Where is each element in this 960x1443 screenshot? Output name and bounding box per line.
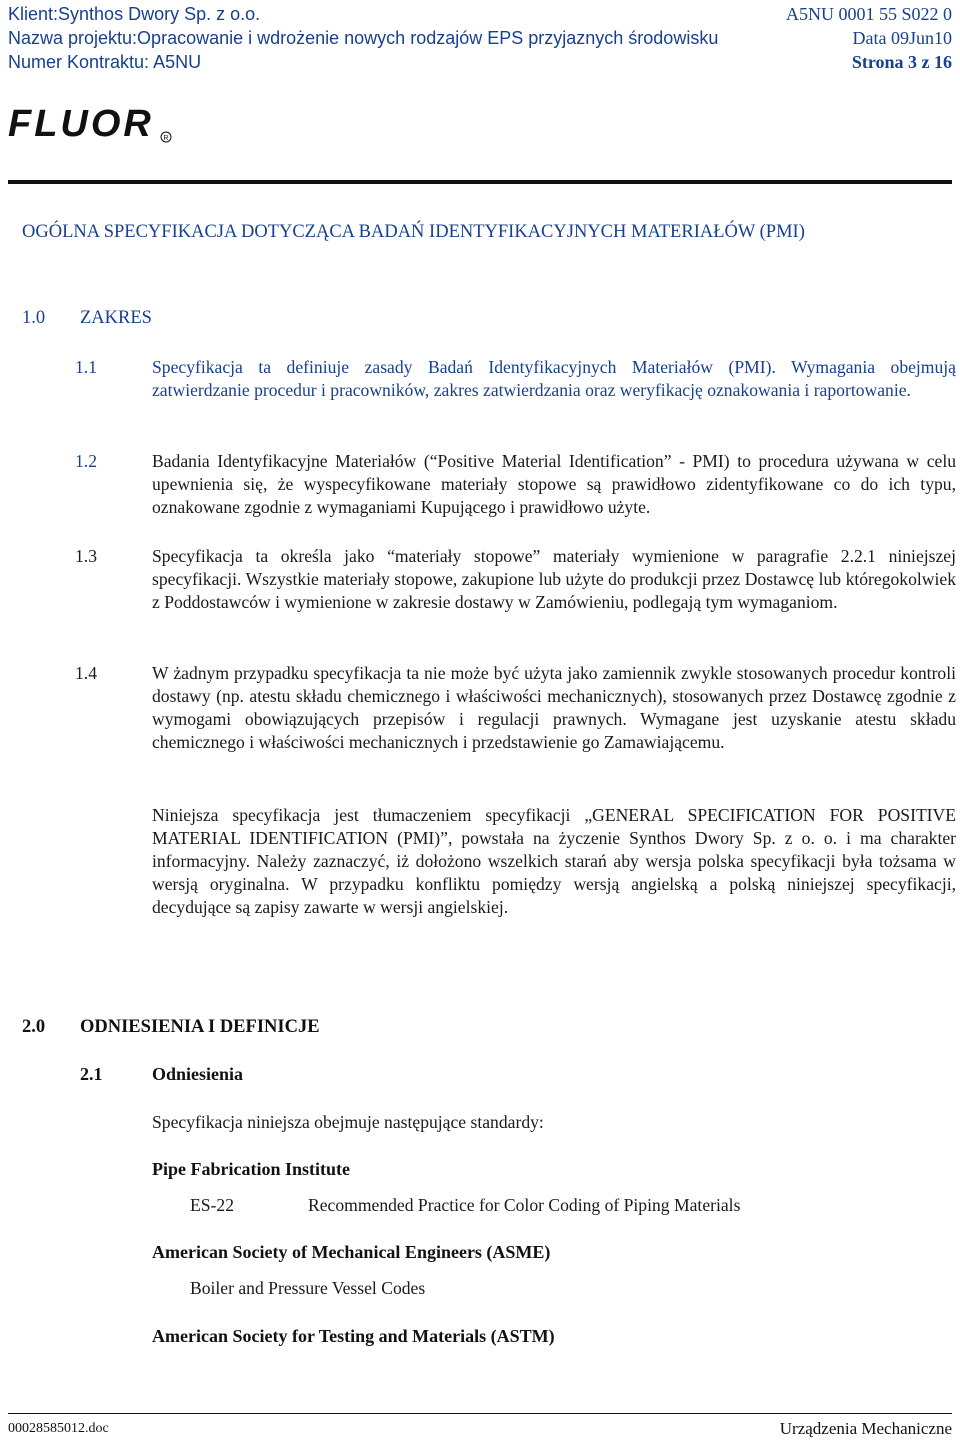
standard-org-asme: American Society of Mechanical Engineers (ASME) [152,1242,551,1262]
para-1-4: W żadnym przypadku specyfikacja ta nie może być użyta jako zamiennik zwykle stosowanych procedur kontroli dostawy (np. atestu składu chemicznego i właściwości mechanicznych), stosowanych przez Dostawcę zgodnie z wymogami obowiązujących przepisów i regulacji prawnych. Wymagane jest uzyskanie atestu składu chemicznego i właściwości mechanicznych i przedstawienie go Zamawiającemu. [152,663,956,752]
contract-label: Numer Kontraktu: A5NU [8,52,202,72]
standard-org-pfi: Pipe Fabrication Institute [152,1159,350,1179]
doc-date: Data 09Jun10 [852,28,952,48]
subsection-2-1-heading [80,1064,243,1085]
section-1-number: 1.0 [22,308,46,328]
header-rule [8,180,952,184]
footer-rule [8,1413,952,1414]
svg-text:R: R [163,135,169,142]
fluor-logo [8,104,178,148]
para-1-3-number: 1.3 [75,546,97,566]
header-row-contract [8,51,952,73]
para-1-2: Badania Identyfikacyjne Materiałów (“Positive Material Identification” - PMI) to procedura używana w celu upewnienia się, że wyspecyfikowane materiały stopowe są prawidłowo zidentyfikowane co do ich typu, oznakowane zgodnie z wymaganiami Kupującego i prawidłowo użyte. [152,451,956,517]
para-1-2-number: 1.2 [75,451,97,471]
header-row-client [8,3,952,25]
standard-desc-es22: Recommended Practice for Color Coding of Piping Materials [308,1195,741,1215]
section-2-number: 2.0 [22,1017,46,1037]
section-1-heading [22,307,152,330]
subsection-2-1-title: Odniesienia [152,1064,244,1084]
project-label: Nazwa projektu:Opracowanie i wdrożenie nowych rodzajów EPS przyjaznych środowisku [8,28,719,48]
page-number: Strona 3 z 16 [851,52,952,72]
standard-desc-asme: Boiler and Pressure Vessel Codes [190,1278,426,1298]
para-1-1-number: 1.1 [75,357,97,377]
section-2-title: ODNIESIENIA I DEFINICJE [80,1017,320,1037]
standard-code-es22: ES-22 [190,1195,234,1215]
section-2-heading [22,1016,320,1039]
standards-intro: Specyfikacja niniejsza obejmuje następujące standardy: [152,1112,544,1132]
logo-text: FLUOR [8,104,154,145]
standard-org-astm: American Society for Testing and Materials (ASTM) [152,1326,555,1346]
footer-filename: 00028585012.doc [8,1421,109,1436]
client-label: Klient:Synthos Dwory Sp. z o.o. [8,4,261,24]
translation-note: Niniejsza specyfikacja jest tłumaczeniem specyfikacji „GENERAL SPECIFICATION FOR POSITIVE MATERIAL IDENTIFICATION (PMI)”, powstała na życzenie Synthos Dwory Sp. z o. o. i ma charakter informacyjny. Należy zaznaczyć, iż dołożono wszelkich starań aby wersja polska specyfikacji była tożsama w wersją oryginalna. W przypadku konfliktu pomiędzy wersją angielską a polską niniejszej specyfikacji, decydujące są zapisy zawarte w wersji angielskiej. [152,805,956,917]
section-1-title: ZAKRES [80,308,152,328]
para-1-1: Specyfikacja ta definiuje zasady Badań Identyfikacyjnych Materiałów (PMI). Wymagania obejmują zatwierdzanie procedur i pracowników, zakres zatwierdzania oraz weryfikację oznakowania i raportowanie. [152,357,956,400]
para-1-3: Specyfikacja ta określa jako “materiały stopowe” materiały wymienione w paragrafie 2.2.1 niniejszej specyfikacji. Wszystkie materiały stopowe, zakupione lub użyte do produkcji przez Dostawcę lub któregokolwiek z Poddostawców i wymienione w zakresie dostawy w Zamówieniu, podlegają tym wymaganiom. [152,546,956,612]
header-row-project [8,27,952,49]
footer-department: Urządzenia Mechaniczne [779,1419,952,1438]
subsection-2-1-number: 2.1 [80,1064,103,1084]
para-1-4-number: 1.4 [75,663,97,683]
doc-code: A5NU 0001 55 S022 0 [785,4,952,24]
document-title: OGÓLNA SPECYFIKACJA DOTYCZĄCA BADAŃ IDENTYFIKACYJNYCH MATERIAŁÓW (PMI) [22,222,805,242]
